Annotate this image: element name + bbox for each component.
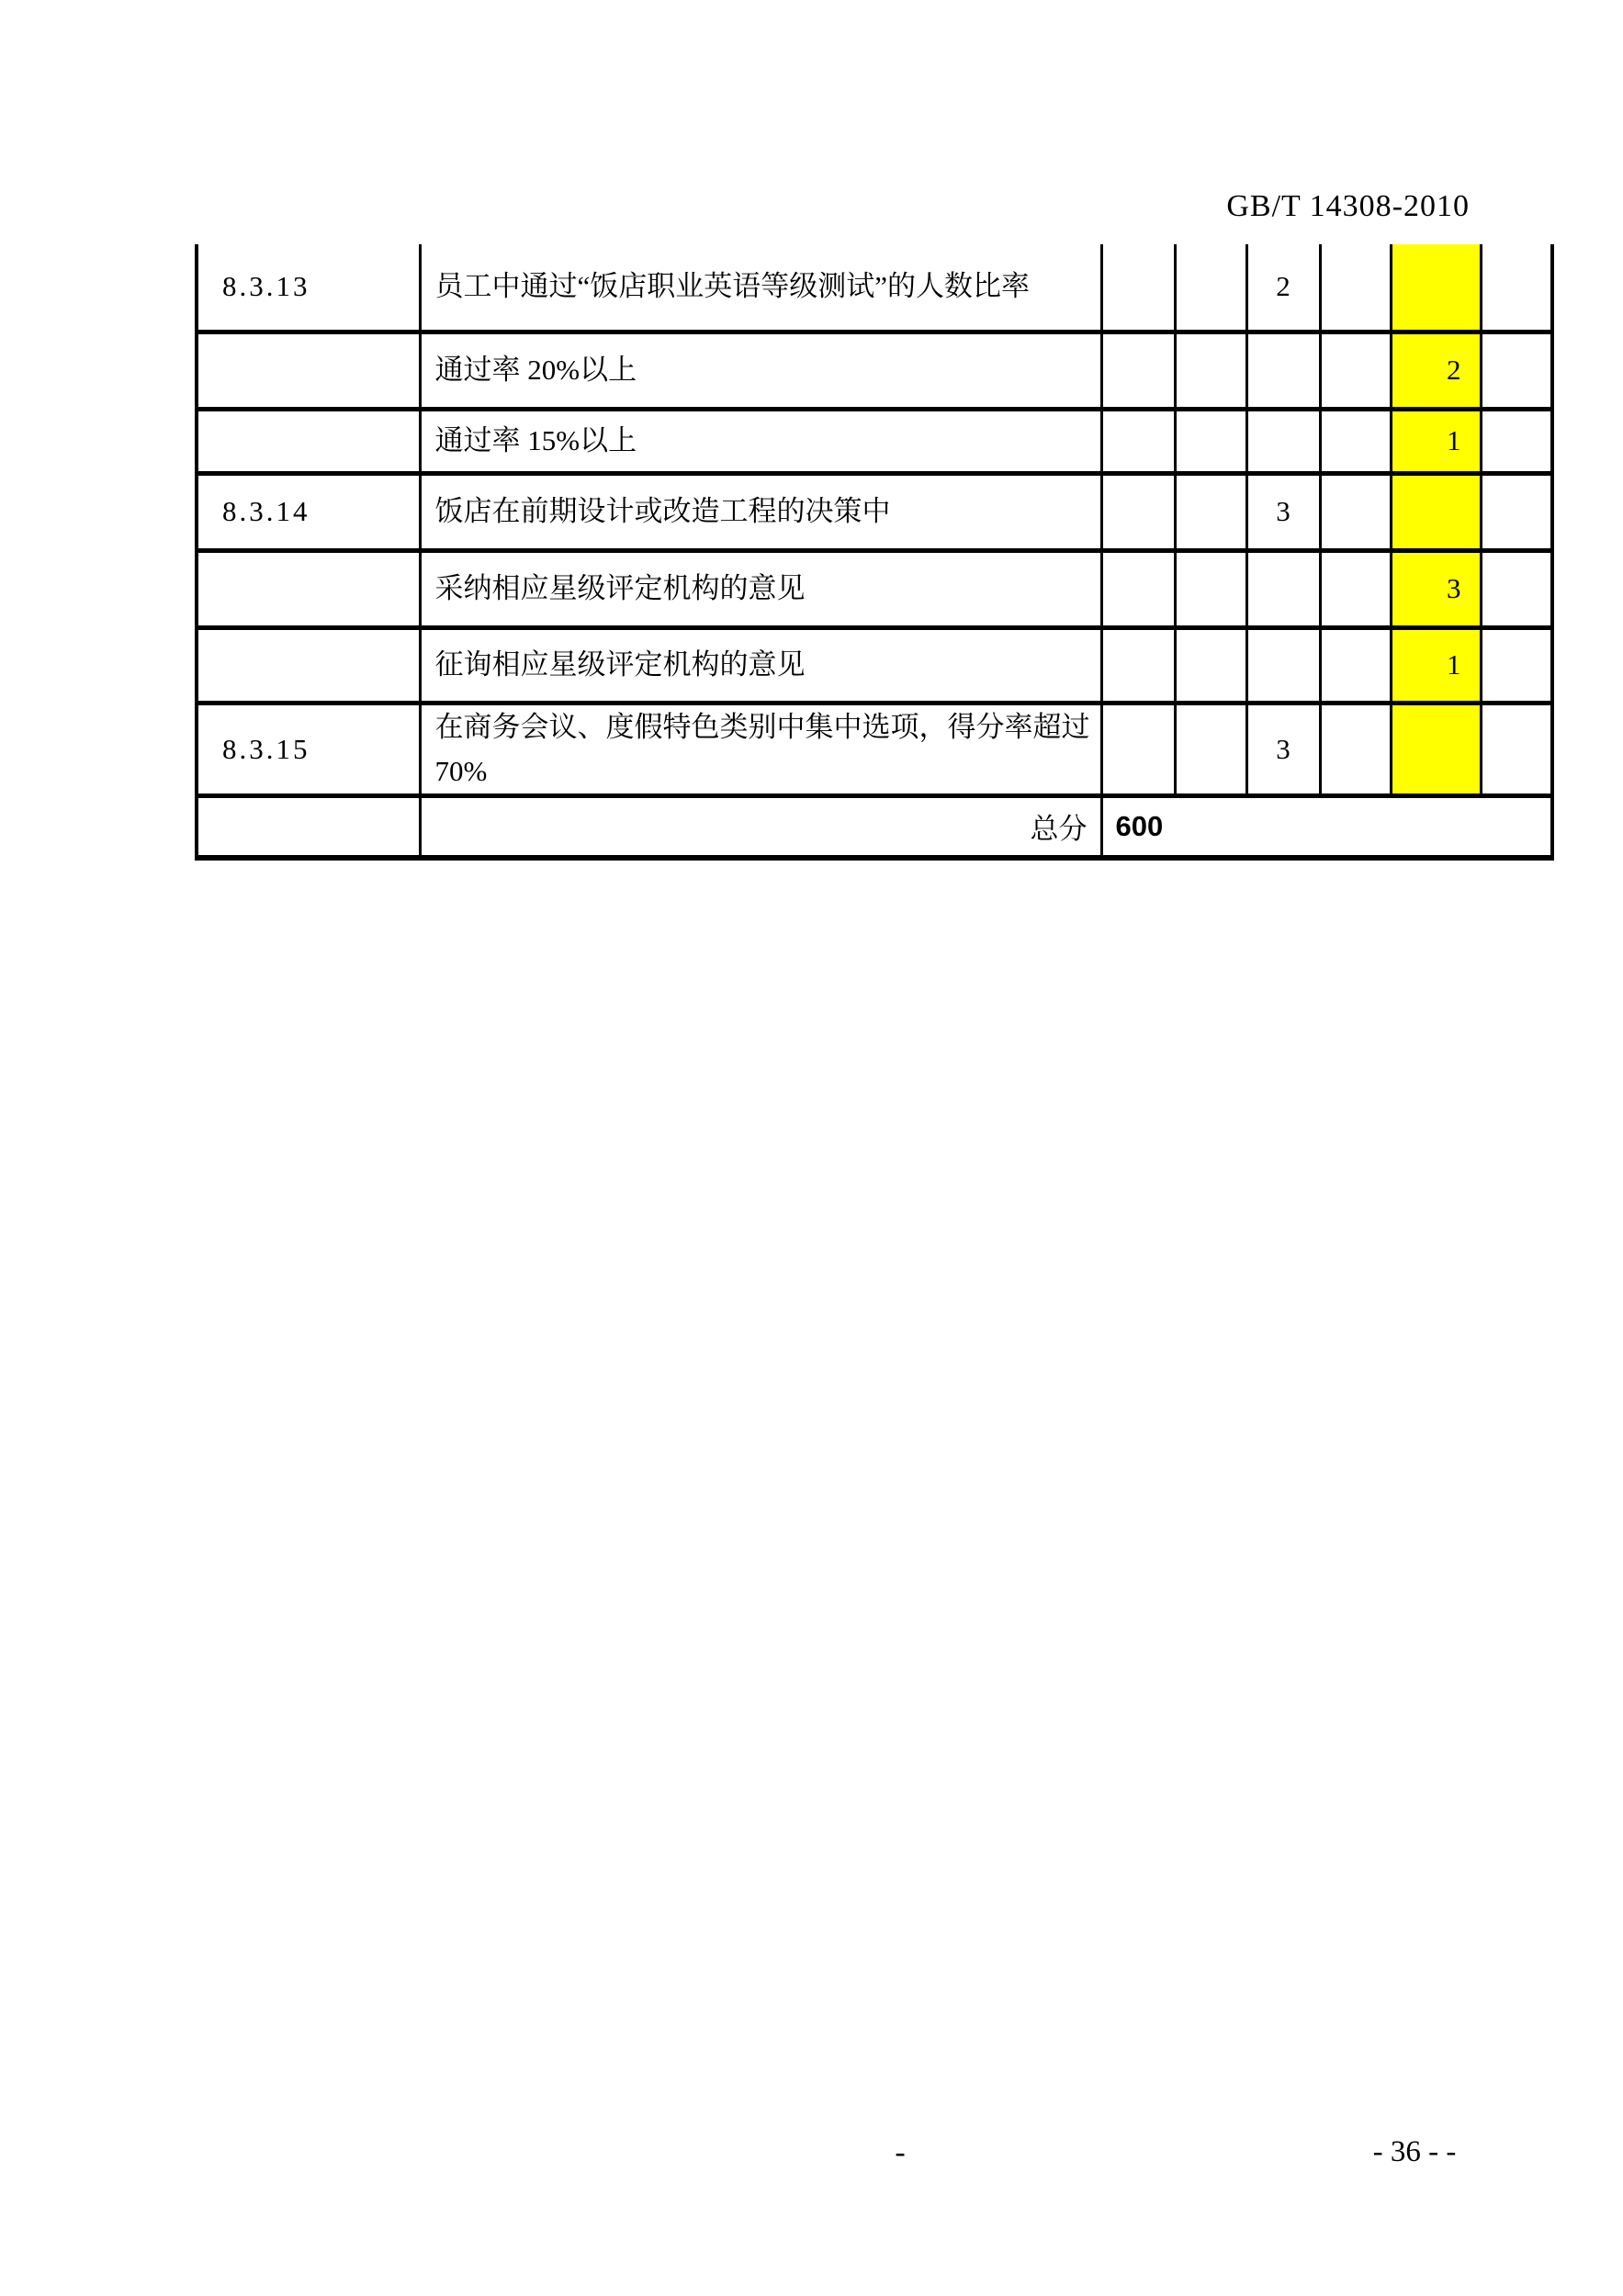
awarded-score-cell: 1 bbox=[1391, 409, 1481, 473]
standard-code: GB/T 14308-2010 bbox=[1226, 189, 1470, 223]
criterion-id-cell bbox=[197, 409, 420, 473]
score-col-cell: 3 bbox=[1246, 473, 1320, 550]
awarded-score-cell bbox=[1391, 473, 1481, 550]
awarded-score-cell: 3 bbox=[1391, 550, 1481, 627]
table-row bbox=[197, 550, 1552, 627]
criterion-desc-cell: 通过率 15%以上 bbox=[420, 409, 1101, 473]
score-col-cell bbox=[1246, 627, 1320, 703]
criterion-desc-cell: 员工中通过“饭店职业英语等级测试”的人数比率 bbox=[420, 244, 1101, 332]
criterion-id-cell: 8.3.14 bbox=[197, 473, 420, 550]
awarded-score-cell: 1 bbox=[1391, 627, 1481, 703]
criterion-id-cell bbox=[197, 332, 420, 409]
score-col-cell: 3 bbox=[1246, 703, 1320, 795]
blank-col-cell bbox=[1175, 550, 1246, 627]
criterion-desc-cell: 通过率 20%以上 bbox=[420, 332, 1101, 409]
awarded-score-cell bbox=[1391, 244, 1481, 332]
criterion-id-cell bbox=[197, 627, 420, 703]
criterion-desc-cell: 征询相应星级评定机构的意见 bbox=[420, 627, 1101, 703]
blank-col-cell bbox=[1481, 550, 1552, 627]
blank-col-cell bbox=[1175, 409, 1246, 473]
criterion-desc-cell: 饭店在前期设计或改造工程的决策中 bbox=[420, 473, 1101, 550]
awarded-score-cell: 2 bbox=[1391, 332, 1481, 409]
blank-col-cell bbox=[1101, 409, 1175, 473]
total-value-cell: 600 bbox=[1101, 795, 1552, 858]
blank-col-cell bbox=[1320, 244, 1391, 332]
awarded-score-cell bbox=[1391, 703, 1481, 795]
criterion-desc-cell: 采纳相应星级评定机构的意见 bbox=[420, 550, 1101, 627]
score-col-cell bbox=[1246, 332, 1320, 409]
table-row bbox=[197, 244, 1552, 332]
criterion-id-cell: 8.3.15 bbox=[197, 703, 420, 795]
blank-col-cell bbox=[1320, 627, 1391, 703]
footer-dash: - bbox=[895, 2135, 906, 2169]
score-col-cell bbox=[1246, 409, 1320, 473]
score-col-cell: 2 bbox=[1246, 244, 1320, 332]
blank-col-cell bbox=[1481, 473, 1552, 550]
blank-col-cell bbox=[1175, 244, 1246, 332]
table-row bbox=[197, 409, 1552, 473]
table-row bbox=[197, 473, 1552, 550]
table-row bbox=[197, 627, 1552, 703]
blank-col-cell bbox=[1101, 550, 1175, 627]
blank-col-cell bbox=[1101, 703, 1175, 795]
blank-col-cell bbox=[1320, 332, 1391, 409]
blank-col-cell bbox=[1101, 627, 1175, 703]
blank-col-cell bbox=[1320, 550, 1391, 627]
blank-col-cell bbox=[1101, 473, 1175, 550]
blank-col-cell bbox=[1481, 332, 1552, 409]
criterion-desc-cell: 在商务会议、度假特色类别中集中选项，得分率超过70% bbox=[420, 703, 1101, 795]
score-col-cell bbox=[1246, 550, 1320, 627]
table-row bbox=[197, 332, 1552, 409]
blank-col-cell bbox=[1175, 473, 1246, 550]
scoring-table bbox=[195, 244, 1554, 861]
blank-col-cell bbox=[1175, 627, 1246, 703]
blank-col-cell bbox=[1481, 627, 1552, 703]
page-number: - 36 - - bbox=[1372, 2135, 1457, 2168]
blank-col-cell bbox=[1101, 244, 1175, 332]
blank-col-cell bbox=[1175, 703, 1246, 795]
blank-col-cell bbox=[197, 795, 420, 858]
blank-col-cell bbox=[1101, 332, 1175, 409]
blank-col-cell bbox=[1320, 473, 1391, 550]
table-row bbox=[197, 703, 1552, 795]
blank-col-cell bbox=[1481, 409, 1552, 473]
blank-col-cell bbox=[1320, 409, 1391, 473]
blank-col-cell bbox=[1481, 703, 1552, 795]
total-label-cell: 总分 bbox=[420, 795, 1101, 858]
blank-col-cell bbox=[1175, 332, 1246, 409]
blank-col-cell bbox=[1320, 703, 1391, 795]
criterion-id-cell: 8.3.13 bbox=[197, 244, 420, 332]
criterion-id-cell bbox=[197, 550, 420, 627]
total-row bbox=[197, 795, 1552, 858]
blank-col-cell bbox=[1481, 244, 1552, 332]
